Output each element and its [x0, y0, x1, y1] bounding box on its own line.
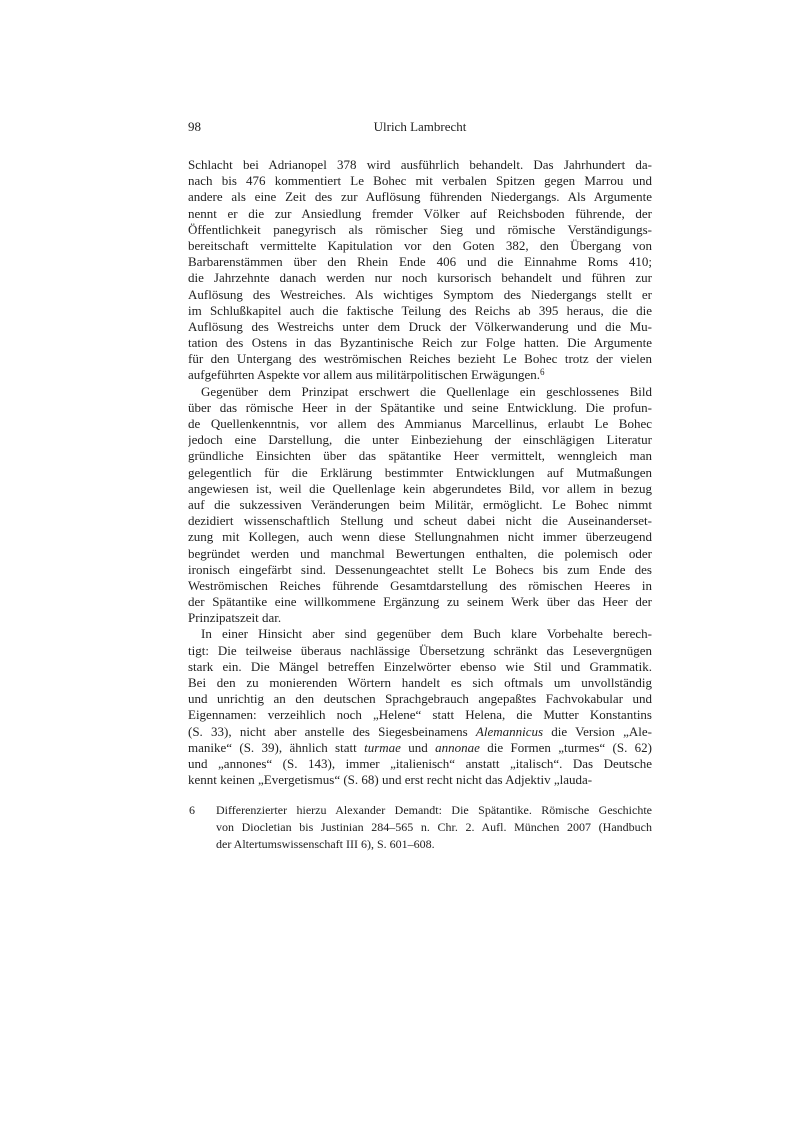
text-line: der Spätantike eine willkommene Ergänzung zu seinem Werk über das Heer der	[188, 594, 652, 610]
text-line: In einer Hinsicht aber sind gegenüber dem Buch klare Vorbehalte berech-	[201, 626, 652, 642]
text-line: über das römische Heer in der Spätantike und seine Entwicklung. Die profun-	[188, 399, 652, 415]
text-line: nach bis 476 kommentiert Le Bohec mit verbalen Spitzen gegen Marrou und	[188, 173, 652, 189]
text-line: Barbarenstämmen über den Rhein Ende 406 und die Einnahme Roms 410;	[188, 254, 652, 270]
text-line: manike“ (S. 39), ähnlich statt turmae und annonae die Formen „turmes“ (S. 62)	[188, 739, 652, 755]
footnote-line: von Diocletian bis Justinian 284–565 n. Chr. 2. Aufl. München 2007 (Handbuch	[216, 820, 652, 834]
text-line: Prinzipatszeit dar.	[188, 610, 282, 626]
text-line: Weströmischen Reiches führende Gesamtdarstellung des römischen Heeres in	[188, 577, 652, 593]
text-line: Bei den zu monierenden Wörtern handelt es sich oftmals um unvollständig	[188, 675, 652, 690]
text-line: Auflösung des Westreiches. Als wichtiges Symptom des Niedergangs stellt er	[188, 286, 652, 302]
text-line: die Jahrzehnte danach werden nur noch kursorisch behandelt und führen zur	[188, 270, 652, 286]
text-line: gelegentlich für die Erklärung bestimmter Entwicklungen auf Mutmaßungen	[188, 464, 652, 480]
page-header	[188, 119, 652, 135]
footnote	[188, 802, 652, 853]
page-number: 98	[188, 119, 201, 134]
text-line: und unrichtig an den deutschen Sprachgebrauch angepaßtes Fachvokabular und	[188, 691, 652, 707]
footnote-line: der Altertumswissenschaft III 6), S. 601–608.	[216, 837, 435, 851]
text-line: für den Untergang des weströmischen Reiches bezieht Le Bohec trotz der vielen	[188, 351, 652, 367]
footnote-text	[216, 802, 652, 853]
text-line: Gegenüber dem Prinzipat erschwert die Quellenlage ein geschlossenes Bild	[201, 383, 652, 399]
text-line: angewiesen ist, weil die Quellenlage kein abgerundetes Bild, vor allem in bezug	[188, 480, 652, 496]
text-line: de Quellenkenntnis, vor allem des Ammianus Marcellinus, erlaubt Le Bohec	[188, 416, 652, 431]
text-line: stark ein. Die Mängel betreffen Einzelwörter ebenso wie Stil und Grammatik.	[188, 658, 652, 674]
footnote-reference: 6	[539, 367, 545, 378]
text-line: nennt er die zur Ansiedlung fremder Völker auf Reichsboden führende, der	[188, 205, 652, 221]
text-line: ironisch eingefärbt sind. Dessenungeachtet stellt Le Bohecs bis zum Ende des	[188, 561, 652, 577]
text-line: Auflösung des Westreichs unter dem Druck der Völkerwanderung und die Mu-	[188, 318, 652, 334]
text-line: Schlacht bei Adrianopel 378 wird ausführlich behandelt. Das Jahrhundert da-	[188, 157, 652, 172]
body-text	[188, 157, 652, 788]
footnote-number: 6	[189, 803, 195, 817]
running-head-title: Ulrich Lambrecht	[373, 119, 467, 134]
text-line: im Schlußkapitel auch die faktische Teilung des Reichs ab 395 heraus, die die	[188, 302, 652, 318]
text-line: begründet werden und manchmal Bewertungen enthalten, die polemisch oder	[188, 545, 652, 561]
text-line: zung mit Kollegen, auch wenn diese Stellungnahmen nicht immer überzeugend	[188, 529, 652, 545]
text-line: Öffentlichkeit panegyrisch als römischer Sieg und römische Verständigungs-	[188, 221, 652, 237]
text-line: (S. 33), nicht aber anstelle des Siegesbeinamens Alemannicus die Version „Ale-	[188, 723, 652, 739]
text-line: andere als eine Zeit des zur Auflösung führenden Niedergangs. Als Argumente	[188, 189, 652, 205]
text-line: auf die sukzessiven Veränderungen beim Militär, ermöglicht. Le Bohec nimmt	[188, 496, 652, 512]
text-line: Eigennamen: verzeihlich noch „Helene“ statt Helena, die Mutter Konstantins	[188, 707, 652, 723]
text-line: jedoch eine Darstellung, die unter Einbeziehung der einschlägigen Literatur	[188, 432, 652, 448]
text-line: dezidiert wissenschaftlich Stellung und scheut dabei nicht die Auseinanderset-	[188, 513, 652, 529]
footnote-line: Differenzierter hierzu Alexander Demandt: Die Spätantike. Römische Geschichte	[216, 803, 652, 817]
text-line: tation des Ostens in das Byzantinische Reich zur Folge hatten. Die Argumente	[188, 335, 652, 351]
text-line: aufgeführten Aspekte vor allem aus militärpolitischen Erwägungen.$^6$	[188, 367, 545, 383]
text-line: und „annones“ (S. 143), immer „italienisch“ anstatt „italisch“. Das Deutsche	[188, 755, 652, 771]
text-line: kennt keinen „Evergetismus“ (S. 68) und erst recht nicht das Adjektiv „lauda-	[188, 772, 593, 788]
text-line: bereitschaft vermittelte Kapitulation vor den Goten 382, den Übergang von	[188, 237, 652, 253]
text-line: tigt: Die teilweise überaus nachlässige Übersetzung schränkt das Lesevergnügen	[188, 642, 652, 658]
text-line: gründliche Einsichten über das spätantike Heer vermittelt, wenngleich man	[188, 448, 652, 464]
